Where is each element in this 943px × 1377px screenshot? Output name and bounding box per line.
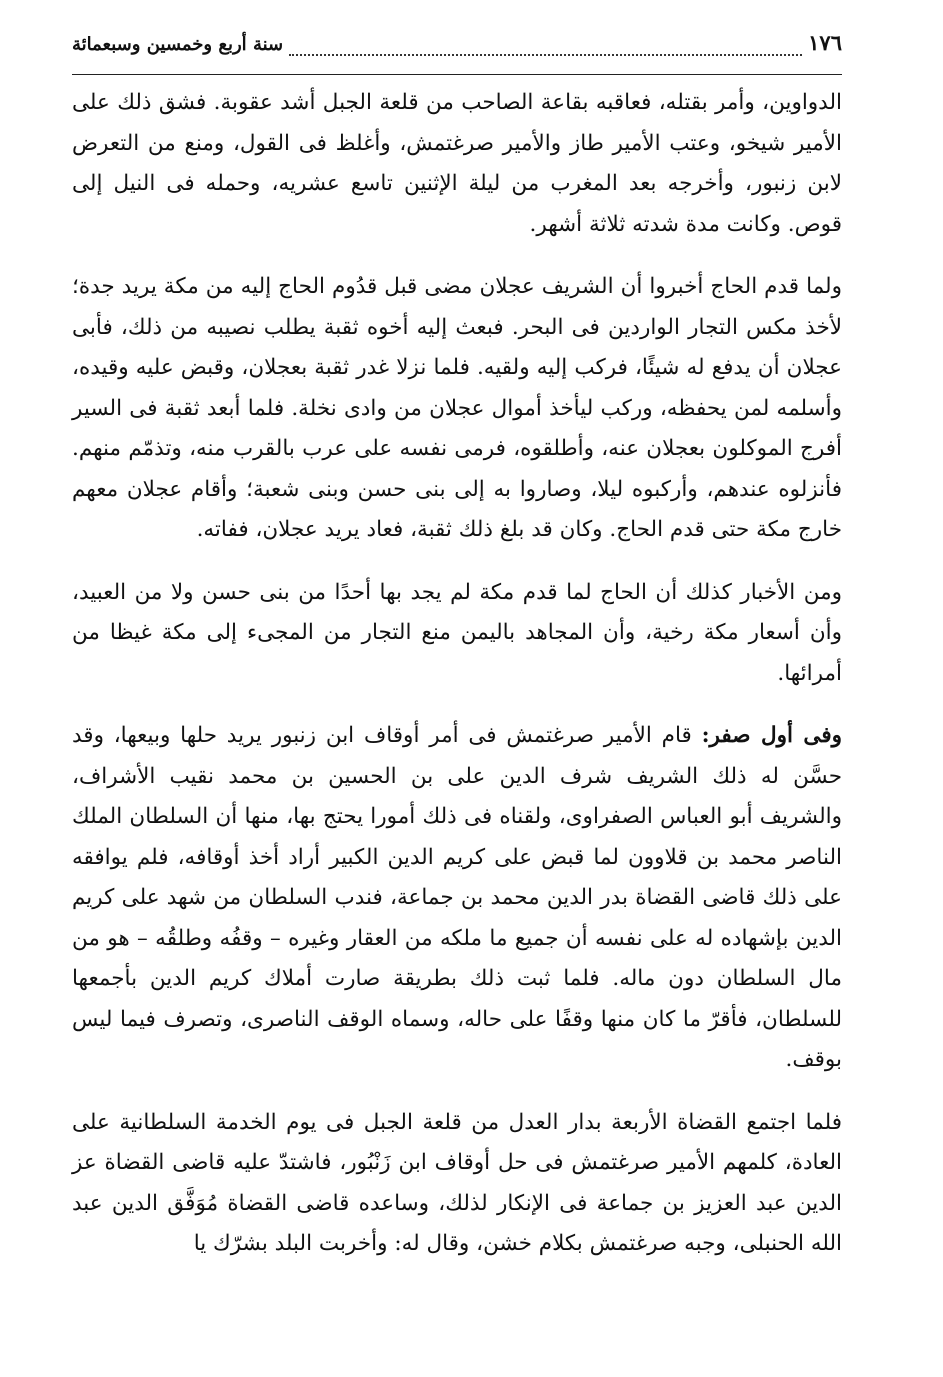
paragraph-4 xyxy=(72,716,842,1081)
page-number: ١٧٦ xyxy=(808,30,842,55)
body-text xyxy=(72,83,842,1265)
paragraph-text: ولما قدم الحاج أخبروا أن الشريف عجلان مضى قبل قدُوم الحاج إليه من مكة يريد جدة؛ لأخذ مكس التجار الواردين فى البحر. فبعث إليه أخوه ثقبة يطلب نصيبه من ذلك، فأبى عجلان أن يدفع له شيئًا، فركب إليه ولقيه. فلما نزلا غدر ثقبة بعجلان، وقبض عليه وقيده، وأسلمه لمن يحفظه، وركب ليأخذ أموال عجلان من وادى نخلة. فلما أبعد ثقبة فى السير أفرج الموكلون بعجلان عنه، وأطلقوه، فرمى نفسه على عرب بالقرب منه، وتذمّم منهم. فأنزلوه عندهم، وأركبوه ليلا، وصاروا به إلى بنى حسن وبنى شعبة؛ وأقام عجلان معهم خارج مكة حتى قدم الحاج. وكان قد بلغ ذلك ثقبة، فعاد يريد عجلان، ففاته. xyxy=(72,274,842,542)
paragraph-2 xyxy=(72,267,842,551)
paragraph-text: قام الأمير صرغتمش فى أمر أوقاف ابن زنبور يريد حلها وبيعها، وقد حسَّن له ذلك الشريف شرف الدين على بن الحسين بن محمد نقيب الأشراف، والشريف أبو العباس الصفراوى، ولقناه فى ذلك أمورا يحتج بها، منها أن السلطان الملك الناصر محمد بن قلاوون لما قبض على كريم الدين الكبير أراد أخذ أوقافه، فلم يوافقه على ذلك قاضى القضاة بدر الدين محمد بن جماعة، فندب السلطان من شهد على كريم الدين بإشهاده له على نفسه أن جميع ما ملكه من العقار وغيره – وقفُه وطلقُه – هو من مال السلطان دون ماله. فلما ثبت ذلك بطريقة صارت أملاك كريم الدين بأجمعها للسلطان، فأقرّ ما كان منها وقفًا على حاله، وسماه الوقف الناصرى، وتصرف فيما ليس بوقف. xyxy=(72,723,842,1072)
running-title: سنة أربع وخمسين وسبعمائة xyxy=(72,34,284,55)
paragraph-text: فلما اجتمع القضاة الأربعة بدار العدل من قلعة الجبل فى يوم الخدمة السلطانية على العادة، كلمهم الأمير صرغتمش فى حل أوقاف ابن زَنْبُور، فاشتدّ عليه قاضى القضاة عز الدين عبد العزيز بن جماعة فى الإنكار لذلك، وساعده قاضى القضاة مُوَفَّق الدين عبد الله الحنبلى، وجبه صرغتمش بكلام خشن، وقال له: وأخربت البلد بشرّك يا xyxy=(72,1109,842,1256)
paragraph-1 xyxy=(72,83,842,245)
paragraph-5 xyxy=(72,1103,842,1265)
running-header xyxy=(72,30,842,75)
book-page xyxy=(72,30,842,1350)
paragraph-text: الدواوين، وأمر بقتله، فعاقبه بقاعة الصاحب من قلعة الجبل أشد عقوبة. فشق ذلك على الأمير شيخو، وعتب الأمير طاز والأمير صرغتمش، وأغلظ فى القول، ومنع من التعرض لابن زنبور، وأخرجه بعد المغرب من ليلة الإثنين تاسع عشريه، وحمله فى النيل إلى قوص. وكانت مدة شدته ثلاثة أشهر. xyxy=(72,90,842,237)
dotted-leader xyxy=(289,54,802,56)
paragraph-3 xyxy=(72,573,842,695)
paragraph-text: ومن الأخبار كذلك أن الحاج لما قدم مكة لم يجد بها أحدًا من بنى حسن ولا من العبيد، وأن أسعار مكة رخية، وأن المجاهد باليمن منع التجار من المجىء إلى مكة غيظا من أمرائها. xyxy=(72,579,842,686)
paragraph-lead-date: وفى أول صفر: xyxy=(701,723,842,748)
